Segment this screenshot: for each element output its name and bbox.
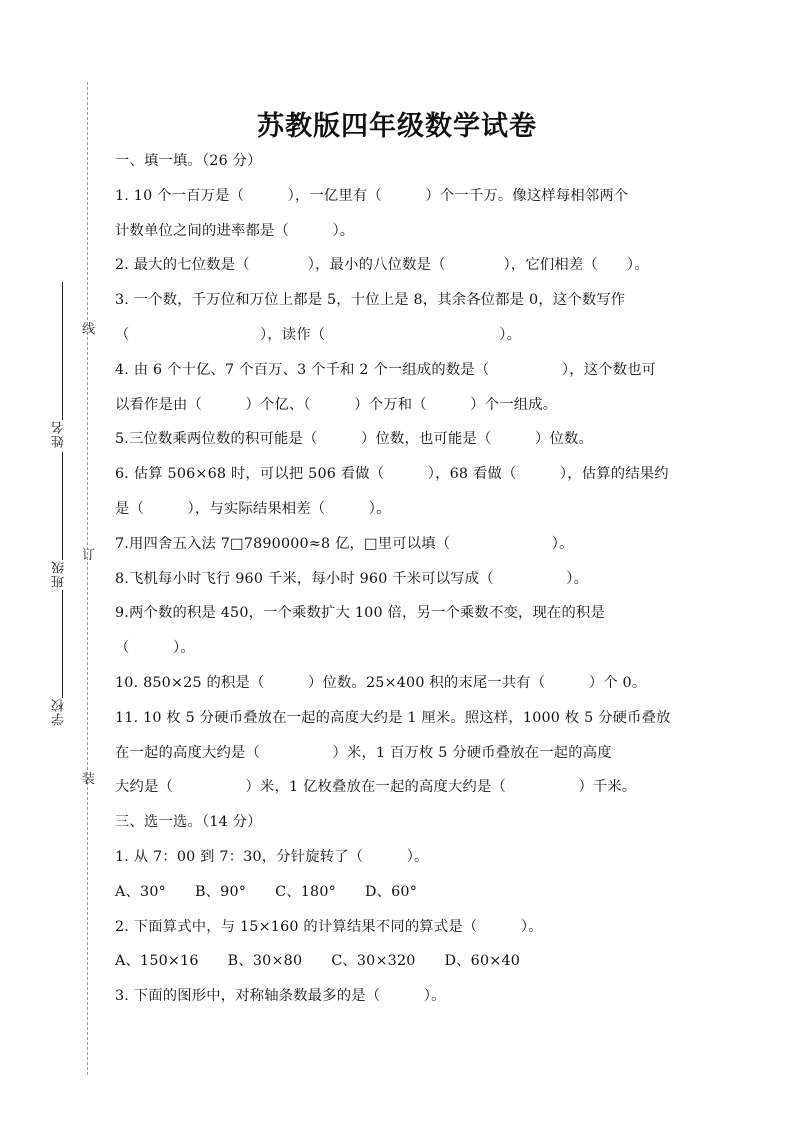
question-line: 计数单位之间的进率都是（ ）。 (115, 222, 355, 239)
question-line: 1. 10 个一百万是（ ），一亿里有（ ）个一千万。像这样每相邻两个 (115, 187, 629, 204)
school-write-line (62, 590, 63, 698)
page-title: 苏教版四年级数学试卷 (257, 111, 537, 142)
section-heading-choose: 三、选一选。（14 分） (115, 814, 262, 831)
question-line: 是（ ），与实际结果相差（ ）。 (115, 500, 391, 517)
answer-options: A、150×16 B、30×80 C、30×320 D、60×40 (115, 953, 521, 970)
answer-options: A、30° B、90° C、180° D、60° (115, 883, 418, 900)
class-write-line (62, 452, 63, 560)
question-line: 9.两个数的积是 450，一个乘数扩大 100 倍，另一个乘数不变，现在的积是 (115, 605, 605, 622)
question-line: （ ），读作（ ）。 (115, 326, 522, 343)
question-line: 2. 下面算式中，与 15×160 的计算结果不同的算式是（ ）。 (115, 918, 543, 935)
question-line: 10. 850×25 的积是（ ）位数。25×400 积的末尾一共有（ ）个 0。 (115, 674, 647, 691)
binding-dashed-line (87, 82, 88, 1075)
school-label: 学校 (52, 698, 67, 726)
question-line: 8.飞机每小时飞行 960 千米，每小时 960 千米可以写成（ ）。 (115, 570, 589, 587)
name-write-line (62, 282, 63, 420)
section-heading-fill: 一、填一填。（26 分） (115, 153, 262, 169)
question-line: 2. 最大的七位数是（ ），最小的八位数是（ ），它们相差（ ）。 (115, 257, 649, 274)
question-line: 11. 10 枚 5 分硬币叠放在一起的高度大约是 1 厘米。照这样，1000 枚 5 分硬币叠放 (115, 709, 671, 726)
question-line: 3. 下面的图形中，对称轴条数最多的是（ ）。 (115, 988, 446, 1005)
question-line: 3. 一个数，千万位和万位上都是 5，十位上是 8，其余各位都是 0，这个数写作 (115, 292, 626, 309)
exam-content (115, 150, 705, 1020)
class-label: 班级 (52, 560, 67, 588)
question-line: 4. 由 6 个十亿、7 个百万、3 个千和 2 个一组成的数是（ ），这个数也可 (115, 361, 657, 378)
binding-mark-zhuang: 装 (82, 772, 96, 787)
binding-mark-ding: 订 (82, 548, 96, 563)
question-line: 以看作是由（ ）个亿、（ ）个万和（ ）个一组成。 (115, 396, 558, 413)
question-line: （ ）。 (115, 640, 195, 657)
question-line: 5.三位数乘两位数的积可能是（ ）位数，也可能是（ ）位数。 (115, 431, 593, 448)
name-label: 姓名 (52, 420, 67, 448)
question-line: 7.用四舍五入法 7□7890000≈8 亿，□里可以填（ ）。 (115, 535, 574, 552)
question-line: 在一起的高度大约是（ ）米，1 百万枚 5 分硬币叠放在一起的高度 (115, 744, 612, 761)
question-line: 大约是（ ）米，1 亿枚叠放在一起的高度大约是（ ）千米。 (115, 779, 637, 796)
question-line: 6. 估算 506×68 时，可以把 506 看做（ ），68 看做（ ），估算的结果约 (115, 466, 669, 483)
binding-mark-xian: 线 (82, 322, 96, 337)
question-line: 1. 从 7：00 到 7：30，分针旋转了（ ）。 (115, 848, 429, 865)
